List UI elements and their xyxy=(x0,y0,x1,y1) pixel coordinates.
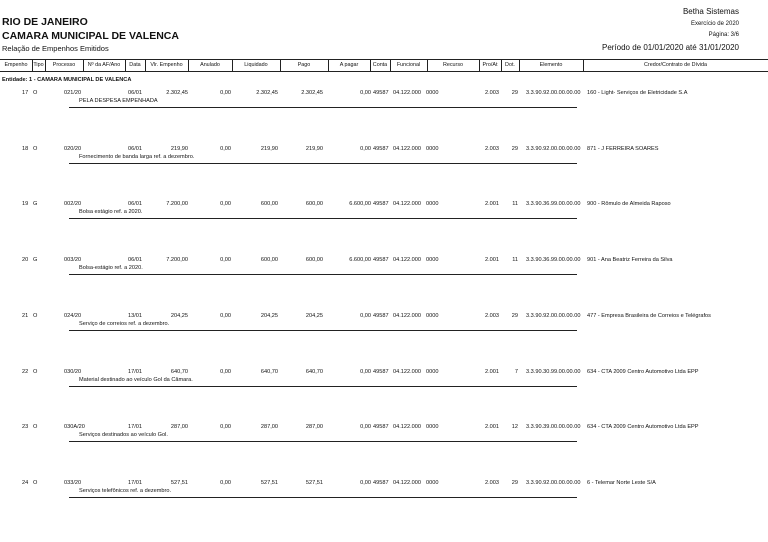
column-header-cell: Anulado xyxy=(200,62,220,68)
column-header-cell: Funcional xyxy=(396,62,421,68)
column-separator xyxy=(328,60,329,71)
cell-credor: 6 - Telemar Norte Leste S/A xyxy=(587,480,656,486)
column-separator xyxy=(280,60,281,71)
row-underline xyxy=(69,163,577,164)
row-underline xyxy=(69,441,577,442)
cell-proat: 2.001 xyxy=(485,424,499,430)
table-row xyxy=(0,146,768,160)
cell-valor: 7.200,00 xyxy=(166,257,188,263)
cell-valor: 527,51 xyxy=(170,480,188,486)
cell-empenho: 20 xyxy=(22,257,29,263)
column-separator xyxy=(83,60,84,71)
table-row xyxy=(0,90,768,104)
cell-funcional: 04.122.000 xyxy=(393,257,421,263)
cell-elemento: 3.3.90.36.99.00.00.00 xyxy=(526,201,581,207)
cell-data: 17/01 xyxy=(128,369,142,375)
cell-valor: 640,70 xyxy=(170,369,188,375)
cell-anulado: 0,00 xyxy=(220,369,231,375)
cell-empenho: 17 xyxy=(22,90,29,96)
cell-anulado: 0,00 xyxy=(220,480,231,486)
cell-recurso: 0000 xyxy=(426,424,439,430)
cell-funcional: 04.122.000 xyxy=(393,424,421,430)
cell-conta: 49587 xyxy=(373,146,389,152)
column-header-cell: Pro/At xyxy=(482,62,498,68)
cell-anulado: 0,00 xyxy=(220,201,231,207)
column-separator xyxy=(370,60,371,71)
cell-data: 06/01 xyxy=(128,257,142,263)
cell-valor: 7.200,00 xyxy=(166,201,188,207)
cell-liquidado: 219,90 xyxy=(260,146,278,152)
cell-empenho: 19 xyxy=(22,201,29,207)
column-separator xyxy=(583,60,584,71)
cell-elemento: 3.3.90.30.99.00.00.00 xyxy=(526,369,581,375)
cell-tipo: G xyxy=(33,201,38,207)
cell-pago: 527,51 xyxy=(305,480,323,486)
cell-processo: 020/20 xyxy=(64,146,82,152)
org-state-title: RIO DE JANEIRO xyxy=(2,16,88,28)
exercise-year: Exercício de 2020 xyxy=(690,21,739,27)
row-description: Material destinado ao veículo Gol da Câmara. xyxy=(79,377,193,383)
cell-liquidado: 204,25 xyxy=(260,313,278,319)
cell-pago: 600,00 xyxy=(305,201,323,207)
cell-processo: 033/20 xyxy=(64,480,82,486)
cell-apagar: 0,00 xyxy=(360,146,371,152)
column-header-cell: Recurso xyxy=(442,62,464,68)
report-period: Período de 01/01/2020 até 31/01/2020 xyxy=(601,43,739,52)
cell-recurso: 0000 xyxy=(426,480,439,486)
cell-proat: 2.001 xyxy=(485,369,499,375)
column-separator xyxy=(145,60,146,71)
cell-credor: 901 - Ana Beatriz Ferreira da Silva xyxy=(587,257,673,263)
table-row xyxy=(0,201,768,215)
cell-valor: 204,25 xyxy=(170,313,188,319)
column-separator xyxy=(232,60,233,71)
column-separator xyxy=(32,60,33,71)
cell-processo: 003/20 xyxy=(64,257,82,263)
cell-funcional: 04.122.000 xyxy=(393,146,421,152)
header-bottom-rule xyxy=(0,71,768,72)
cell-liquidado: 527,51 xyxy=(260,480,278,486)
column-separator xyxy=(479,60,480,71)
cell-tipo: O xyxy=(33,424,38,430)
cell-processo: 030A/20 xyxy=(64,424,85,430)
cell-liquidado: 600,00 xyxy=(260,257,278,263)
cell-apagar: 6.600,00 xyxy=(349,201,371,207)
column-separator xyxy=(188,60,189,71)
cell-credor: 477 - Empresa Brasileira de Correios e Telégrafos xyxy=(587,313,711,319)
cell-pago: 600,00 xyxy=(305,257,323,263)
cell-dot: 29 xyxy=(511,146,518,152)
row-description: Serviços telefônicos ref. a dezembro. xyxy=(79,488,172,494)
table-row xyxy=(0,480,768,494)
table-row xyxy=(0,313,768,327)
cell-processo: 030/20 xyxy=(64,369,82,375)
cell-recurso: 0000 xyxy=(426,146,439,152)
cell-liquidado: 2.302,45 xyxy=(256,90,278,96)
table-row xyxy=(0,257,768,271)
cell-apagar: 6.600,00 xyxy=(349,257,371,263)
cell-funcional: 04.122.000 xyxy=(393,369,421,375)
cell-elemento: 3.3.90.92.00.00.00.00 xyxy=(526,480,581,486)
cell-funcional: 04.122.000 xyxy=(393,90,421,96)
cell-tipo: O xyxy=(33,480,38,486)
cell-dot: 29 xyxy=(511,313,518,319)
cell-data: 17/01 xyxy=(128,424,142,430)
cell-proat: 2.003 xyxy=(485,313,499,319)
row-underline xyxy=(69,330,577,331)
column-header-cell: Credor/Contrato de Dívida xyxy=(644,62,707,68)
row-underline xyxy=(69,386,577,387)
row-description: Serviço de correios ref. a dezembro. xyxy=(79,321,170,327)
column-separator xyxy=(519,60,520,71)
cell-dot: 11 xyxy=(512,257,518,263)
cell-proat: 2.001 xyxy=(485,257,499,263)
cell-credor: 900 - Rômulo de Almeida Raposo xyxy=(587,201,671,207)
cell-apagar: 0,00 xyxy=(360,90,371,96)
column-header-cell: Empenho xyxy=(4,62,28,68)
cell-elemento: 3.3.90.92.00.00.00.00 xyxy=(526,90,581,96)
cell-anulado: 0,00 xyxy=(220,90,231,96)
cell-liquidado: 600,00 xyxy=(260,201,278,207)
cell-credor: 634 - CTA 2009 Centro Automotivo Ltda EPP xyxy=(587,424,699,430)
cell-empenho: 18 xyxy=(22,146,29,152)
cell-conta: 49587 xyxy=(373,313,389,319)
column-header-cell: Vlr. Empenho xyxy=(150,62,183,68)
cell-anulado: 0,00 xyxy=(220,257,231,263)
cell-credor: 160 - Light- Serviços de Eletricidade S.A xyxy=(587,90,688,96)
row-description: PELA DESPESA EMPENHADA xyxy=(79,98,158,104)
cell-recurso: 0000 xyxy=(426,201,439,207)
cell-conta: 49587 xyxy=(373,424,389,430)
table-row xyxy=(0,369,768,383)
report-subtitle: Relação de Empenhos Emitidos xyxy=(2,44,109,53)
cell-proat: 2.001 xyxy=(485,201,499,207)
cell-proat: 2.003 xyxy=(485,146,499,152)
cell-empenho: 22 xyxy=(22,369,29,375)
cell-tipo: G xyxy=(33,257,38,263)
cell-pago: 287,00 xyxy=(305,424,323,430)
cell-tipo: O xyxy=(33,369,38,375)
row-underline xyxy=(69,107,577,108)
cell-tipo: O xyxy=(33,90,38,96)
cell-funcional: 04.122.000 xyxy=(393,201,421,207)
cell-recurso: 0000 xyxy=(426,369,439,375)
cell-processo: 021/20 xyxy=(64,90,82,96)
row-description: Fornecimento de banda larga ref. a dezembro. xyxy=(79,154,195,160)
cell-processo: 002/20 xyxy=(64,201,82,207)
org-name-title: CAMARA MUNICIPAL DE VALENCA xyxy=(2,30,179,42)
cell-liquidado: 640,70 xyxy=(260,369,278,375)
cell-anulado: 0,00 xyxy=(220,313,231,319)
row-underline xyxy=(69,218,577,219)
cell-dot: 29 xyxy=(511,90,518,96)
cell-pago: 204,25 xyxy=(305,313,323,319)
column-separator xyxy=(390,60,391,71)
cell-valor: 219,90 xyxy=(170,146,188,152)
row-description: Bolsa-estágio ref. a 2020. xyxy=(79,265,143,271)
cell-pago: 2.302,45 xyxy=(301,90,323,96)
page-number: Página: 3/6 xyxy=(708,32,739,38)
column-separator xyxy=(501,60,502,71)
column-header-cell: Data xyxy=(129,62,141,68)
cell-elemento: 3.3.90.39.00.00.00.00 xyxy=(526,424,581,430)
system-name: Betha Sistemas xyxy=(682,7,739,16)
column-header-cell: Dot. xyxy=(505,62,515,68)
column-header-cell: Elemento xyxy=(539,62,563,68)
cell-elemento: 3.3.90.92.00.00.00.00 xyxy=(526,146,581,152)
row-underline xyxy=(69,274,577,275)
cell-anulado: 0,00 xyxy=(220,424,231,430)
row-description: Serviços destinados ao veículo Gol. xyxy=(79,432,168,438)
table-row xyxy=(0,424,768,438)
cell-valor: 2.302,45 xyxy=(166,90,188,96)
cell-recurso: 0000 xyxy=(426,257,439,263)
cell-elemento: 3.3.90.36.99.00.00.00 xyxy=(526,257,581,263)
cell-empenho: 23 xyxy=(22,424,29,430)
cell-apagar: 0,00 xyxy=(360,313,371,319)
cell-data: 13/01 xyxy=(128,313,142,319)
cell-dot: 11 xyxy=(512,201,518,207)
column-header-cell: Processo xyxy=(52,62,76,68)
entity-label: Entidade: 1 - CAMARA MUNICIPAL DE VALENCA xyxy=(2,77,132,83)
cell-anulado: 0,00 xyxy=(220,146,231,152)
column-header-cell: A pagar xyxy=(339,62,359,68)
column-separator xyxy=(125,60,126,71)
cell-pago: 219,90 xyxy=(305,146,323,152)
cell-funcional: 04.122.000 xyxy=(393,313,421,319)
cell-tipo: O xyxy=(33,146,38,152)
cell-dot: 29 xyxy=(511,480,518,486)
cell-conta: 49587 xyxy=(373,90,389,96)
column-header-cell: Conta xyxy=(372,62,388,68)
cell-conta: 49587 xyxy=(373,480,389,486)
column-header-cell: Pago xyxy=(297,62,311,68)
column-header-cell: Nº da AF/Ano xyxy=(87,62,121,68)
cell-data: 06/01 xyxy=(128,146,142,152)
cell-credor: 634 - CTA 2009 Centro Automotivo Ltda EPP xyxy=(587,369,699,375)
cell-conta: 49587 xyxy=(373,201,389,207)
cell-apagar: 0,00 xyxy=(360,480,371,486)
cell-tipo: O xyxy=(33,313,38,319)
cell-credor: 871 - J FERREIRA SOARES xyxy=(587,146,659,152)
cell-data: 06/01 xyxy=(128,90,142,96)
row-description: Bolsa estágio ref. a 2020. xyxy=(79,209,143,215)
cell-funcional: 04.122.000 xyxy=(393,480,421,486)
cell-liquidado: 287,00 xyxy=(260,424,278,430)
column-separator xyxy=(427,60,428,71)
column-header-cell: Tipo xyxy=(33,62,44,68)
cell-data: 17/01 xyxy=(128,480,142,486)
cell-dot: 12 xyxy=(511,424,518,430)
cell-conta: 49587 xyxy=(373,257,389,263)
cell-apagar: 0,00 xyxy=(360,424,371,430)
cell-proat: 2.003 xyxy=(485,90,499,96)
cell-recurso: 0000 xyxy=(426,90,439,96)
cell-apagar: 0,00 xyxy=(360,369,371,375)
cell-empenho: 21 xyxy=(22,313,29,319)
cell-data: 06/01 xyxy=(128,201,142,207)
row-underline xyxy=(69,497,577,498)
column-separator xyxy=(45,60,46,71)
cell-elemento: 3.3.90.92.00.00.00.00 xyxy=(526,313,581,319)
cell-processo: 024/20 xyxy=(64,313,82,319)
column-header-cell: Liquidado xyxy=(244,62,268,68)
cell-valor: 287,00 xyxy=(170,424,188,430)
cell-dot: 7 xyxy=(514,369,518,375)
cell-conta: 49587 xyxy=(373,369,389,375)
cell-recurso: 0000 xyxy=(426,313,439,319)
cell-proat: 2.003 xyxy=(485,480,499,486)
cell-pago: 640,70 xyxy=(305,369,323,375)
cell-empenho: 24 xyxy=(22,480,29,486)
